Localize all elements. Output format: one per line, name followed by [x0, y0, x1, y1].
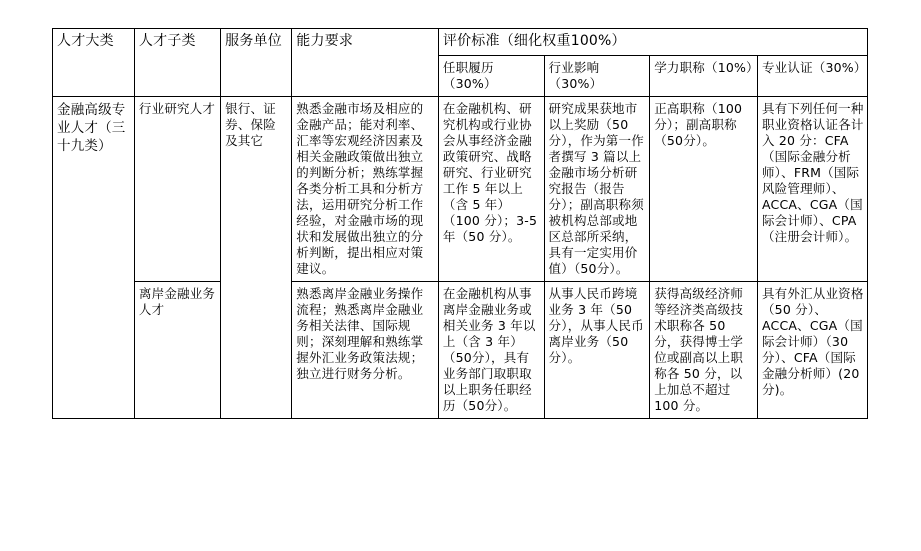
cell-work-experience: 在金融机构、研究机构或行业协会从事经济金融政策研究、战略研究、行业研究工作 5 年以上（含 5 年）（100 分）；3-5 年（50 分）。 [438, 96, 544, 281]
table-row [53, 96, 868, 281]
cell-ability-requirement: 熟悉金融市场及相应的金融产品；能对利率、汇率等宏观经济因素及相关金融政策做出独立的判断分析；熟练掌握各类分析工具和分析方法，运用研究分析工作经验，对金融市场的现状和发展做出独立的分析判断，提出相应对策建议。 [292, 96, 439, 281]
header-service-unit: 服务单位 [221, 29, 292, 97]
cell-education-title: 正高职称（100分）；副高职称（50分）。 [650, 96, 758, 281]
cell-talent-category: 金融高级专业人才（三十九类） [53, 96, 135, 418]
header-industry-influence: 行业影响（30%） [544, 55, 650, 96]
cell-professional-certification: 具有下列任何一种职业资格认证各计入 20 分：CFA（国际金融分析师）、FRM（国际风险管理师）、ACCA、CGA（国际会计师）、CPA（注册会计师）。 [757, 96, 867, 281]
table-header-row-1 [53, 29, 868, 56]
cell-service-unit: 银行、证券、保险及其它 [221, 96, 292, 418]
table-row [53, 281, 868, 418]
header-professional-certification: 专业认证（30%） [757, 55, 867, 96]
cell-talent-subcategory: 离岸金融业务人才 [134, 281, 220, 418]
cell-industry-influence: 从事人民币跨境业务 3 年（50分），从事人民币离岸业务（50分）。 [544, 281, 650, 418]
cell-ability-requirement: 熟悉离岸金融业务操作流程；熟悉离岸金融业务相关法律、国际规则；深刻理解和熟练掌握外汇业务政策法规；独立进行财务分析。 [292, 281, 439, 418]
header-work-experience: 任职履历（30%） [438, 55, 544, 96]
cell-talent-subcategory: 行业研究人才 [134, 96, 220, 281]
cell-industry-influence: 研究成果获地市以上奖励（50分），作为第一作者撰写 3 篇以上金融市场分析研究报告（报告分）；副高职称须被机构总部或地区总部所采纳，具有一定实用价值）（50分）。 [544, 96, 650, 281]
cell-education-title: 获得高级经济师等经济类高级技术职称各 50 分，获得博士学位或副高以上职称各 50 分，以上加总不超过 100 分。 [650, 281, 758, 418]
header-evaluation-criteria: 评价标准（细化权重100%） [438, 29, 867, 56]
cell-work-experience: 在金融机构从事离岸金融业务或相关业务 3 年以上（含 3 年）（50分），具有业务部门取职取以上职务任职经历（50分）。 [438, 281, 544, 418]
talent-criteria-table [52, 28, 868, 419]
header-talent-subcategory: 人才子类 [134, 29, 220, 97]
header-talent-category: 人才大类 [53, 29, 135, 97]
header-ability-requirement: 能力要求 [292, 29, 439, 97]
header-education-title: 学力职称（10%） [650, 55, 758, 96]
cell-professional-certification: 具有外汇从业资格（50 分）、ACCA、CGA（国际会计师）（30分）、CFA（国际金融分析师）(20分)。 [757, 281, 867, 418]
